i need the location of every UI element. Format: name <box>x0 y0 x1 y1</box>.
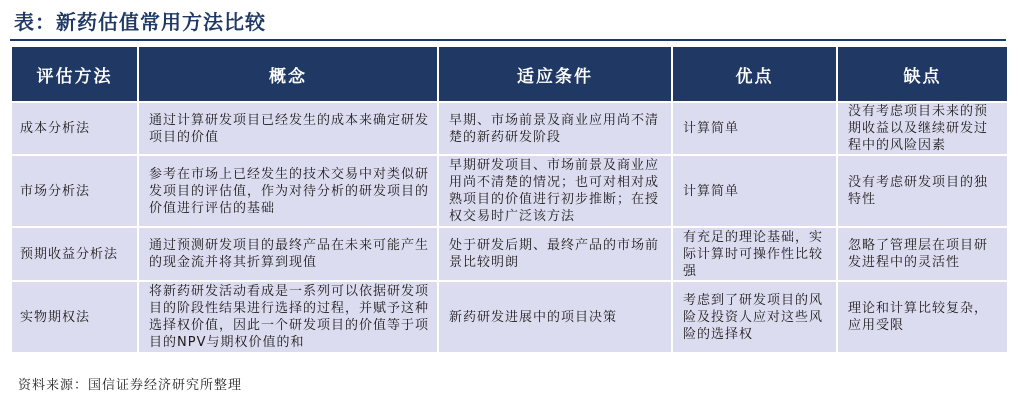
header-condition: 适应条件 <box>439 47 671 101</box>
cell-method: 预期收益分析法 <box>12 228 137 280</box>
cell-cons: 没有考虑研发项目的独特性 <box>838 156 1007 226</box>
comparison-table <box>10 45 1009 354</box>
cell-method: 实物期权法 <box>12 282 137 352</box>
cell-cons: 理论和计算比较复杂，应用受限 <box>838 282 1007 352</box>
source-note: 资料来源：国信证券经济研究所整理 <box>18 378 243 393</box>
table-row <box>12 228 1007 280</box>
header-concept: 概念 <box>139 47 437 101</box>
cell-pros: 考虑到了研发项目的风险及投资人应对这些风险的选择权 <box>673 282 836 352</box>
header-cons: 缺点 <box>838 47 1007 101</box>
table-row <box>12 282 1007 352</box>
cell-condition: 早期、市场前景及商业应用尚不清楚的新药研发阶段 <box>439 103 671 154</box>
cell-method: 成本分析法 <box>12 103 137 154</box>
header-method: 评估方法 <box>12 47 137 101</box>
table-row <box>12 103 1007 154</box>
table-row <box>12 156 1007 226</box>
cell-cons: 没有考虑项目未来的预期收益以及继续研发过程中的风险因素 <box>838 103 1007 154</box>
cell-cons: 忽略了管理层在项目研发进程中的灵活性 <box>838 228 1007 280</box>
cell-method: 市场分析法 <box>12 156 137 226</box>
cell-concept: 通过预测研发项目的最终产品在未来可能产生的现金流并将其折算到现值 <box>139 228 437 280</box>
cell-pros: 计算简单 <box>673 103 836 154</box>
header-pros: 优点 <box>673 47 836 101</box>
cell-concept: 通过计算研发项目已经发生的成本来确定研发项目的价值 <box>139 103 437 154</box>
table-header-row <box>12 47 1007 101</box>
cell-condition: 处于研发后期、最终产品的市场前景比较明朗 <box>439 228 671 280</box>
page-title: 表：新药估值常用方法比较 <box>14 10 266 34</box>
cell-pros: 有充足的理论基础，实际计算时可操作性比较强 <box>673 228 836 280</box>
cell-condition: 早期研发项目、市场前景及商业应用尚不清楚的情况；也可对相对成熟项目的价值进行初步推断；在授权交易时广泛该方法 <box>439 156 671 226</box>
cell-pros: 计算简单 <box>673 156 836 226</box>
cell-condition: 新药研发进展中的项目决策 <box>439 282 671 352</box>
cell-concept: 将新药研发活动看成是一系列可以依据研发项目的阶段性结果进行选择的过程，并赋予这种选择权价值，因此一个研发项目的价值等于项目的NPV与期权价值的和 <box>139 282 437 352</box>
title-divider <box>10 39 1006 41</box>
cell-concept: 参考在市场上已经发生的技术交易中对类似研发项目的评估值，作为对待分析的研发项目的价值进行评估的基础 <box>139 156 437 226</box>
